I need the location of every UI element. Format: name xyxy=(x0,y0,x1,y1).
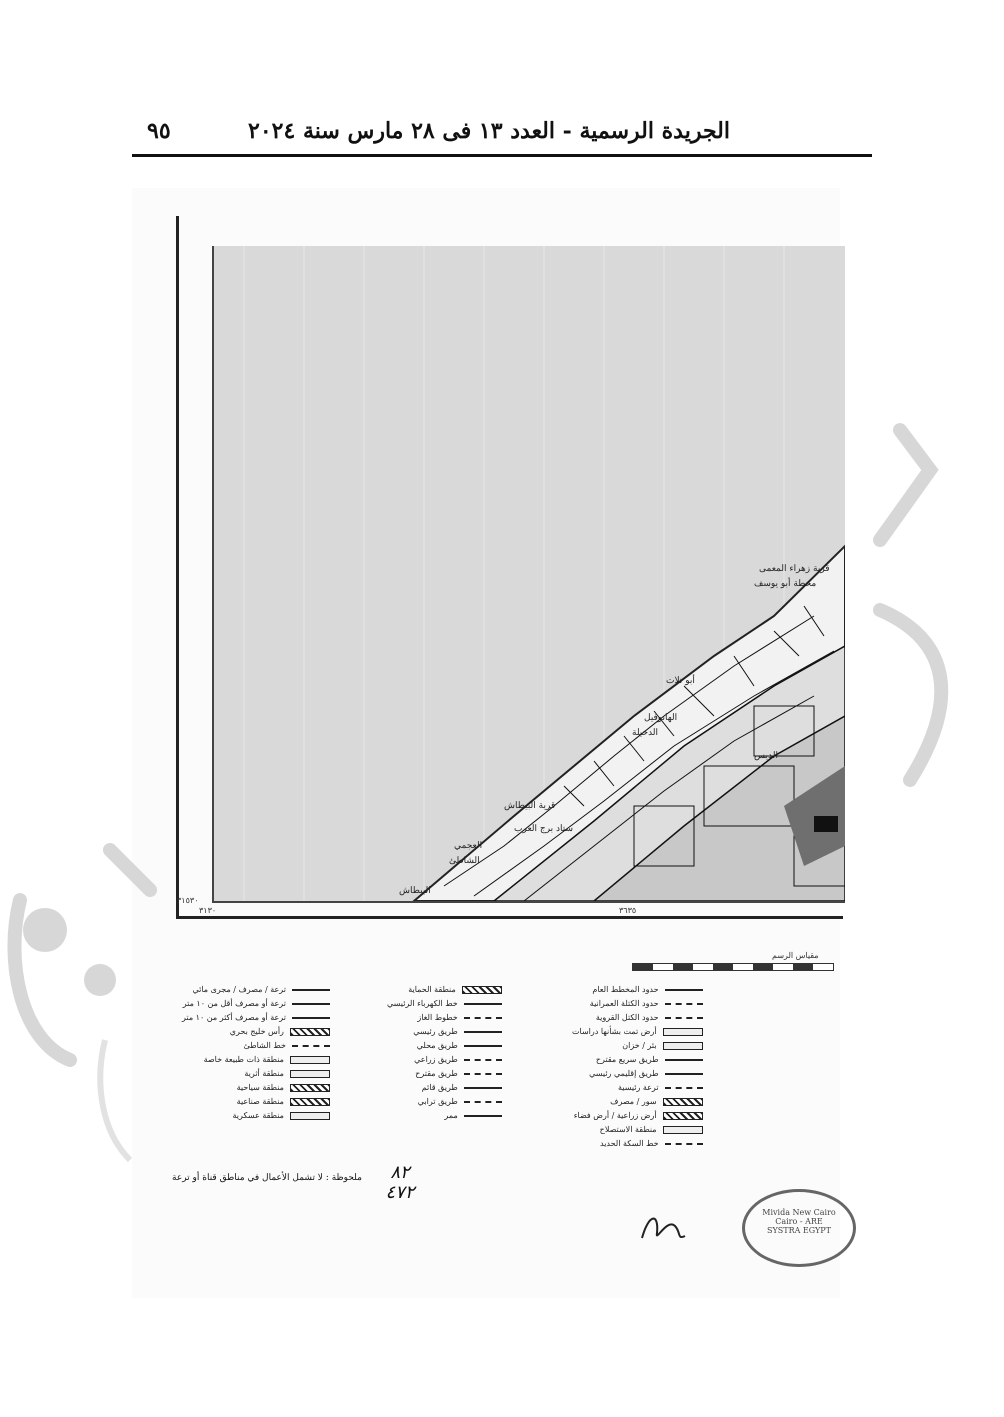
line-symbol xyxy=(464,1115,502,1117)
line-symbol xyxy=(292,989,330,991)
place-label: الشاطئ xyxy=(449,856,480,866)
legend-item: ممر xyxy=(387,1109,502,1123)
legend-item: أرض زراعية / أرض فضاء xyxy=(572,1109,703,1123)
box-symbol xyxy=(663,1126,703,1134)
hatch-symbol xyxy=(663,1112,703,1120)
place-label: قرية البيطاش xyxy=(504,801,556,811)
legend-item: ترعة أو مصرف أكثر من ١٠ متر xyxy=(182,1011,330,1025)
box-symbol xyxy=(663,1028,703,1036)
coordinate-tick: ٣١٥٣٠ xyxy=(177,896,199,905)
dashed-line-symbol xyxy=(464,1101,502,1103)
page-header xyxy=(132,108,872,158)
legend-column xyxy=(387,983,502,1123)
hatch-symbol xyxy=(462,986,502,994)
legend-item: منطقة سياحية xyxy=(182,1081,330,1095)
hatch-symbol xyxy=(290,1084,330,1092)
legend-item: رأس خليج بحري xyxy=(182,1025,330,1039)
place-label: العجمي xyxy=(454,841,483,851)
legend-item: طريق محلي xyxy=(387,1039,502,1053)
header-rule xyxy=(132,154,872,157)
legend-item: طريق زراعي xyxy=(387,1053,502,1067)
legend-item: منطقة الاستصلاح xyxy=(572,1123,703,1137)
scale-label: مقياس الرسم xyxy=(772,951,819,960)
legend-item: سور / مصرف xyxy=(572,1095,703,1109)
coordinate-tick: ٣٦٣٥ xyxy=(619,906,637,915)
line-symbol xyxy=(464,1031,502,1033)
map-area xyxy=(212,246,845,903)
legend-item: منطقة أثرية xyxy=(182,1067,330,1081)
legend-item: خط السكة الحديد xyxy=(572,1137,703,1151)
dashed-line-symbol xyxy=(665,1003,703,1005)
signature xyxy=(637,1208,687,1248)
legend-item: طريق مقترح xyxy=(387,1067,502,1081)
dashed-line-symbol xyxy=(665,1017,703,1019)
place-label: محطة أبو يوسف xyxy=(754,579,817,589)
legend-column xyxy=(182,983,330,1123)
place-label: الهانوفيل xyxy=(644,713,678,723)
page-number: ٩٥ xyxy=(147,118,171,144)
scale-bar xyxy=(632,963,834,971)
legend-item: منطقة ذات طبيعة خاصة xyxy=(182,1053,330,1067)
legend-note: ملحوظة : لا تشمل الأعمال في مناطق قناة أو ترعة xyxy=(172,1173,362,1183)
legend-item: أرض تمت بشأنها دراسات xyxy=(572,1025,703,1039)
legend-item: حدود الكتل القروية xyxy=(572,1011,703,1025)
legend-item: حدود المخطط العام xyxy=(572,983,703,997)
map-frame xyxy=(176,216,843,919)
legend-item: بئر / خزان xyxy=(572,1039,703,1053)
coordinate-tick: ٣١٣٠ xyxy=(199,906,217,915)
legend-item: طريق رئيسي xyxy=(387,1025,502,1039)
legend-item: طريق ترابي xyxy=(387,1095,502,1109)
place-label: الديس xyxy=(754,751,778,761)
box-symbol xyxy=(290,1070,330,1078)
legend-column xyxy=(572,983,703,1151)
map-legend xyxy=(132,923,840,1235)
place-label: ستاد برج العرب xyxy=(514,824,574,834)
legend-item: منطقة الحماية xyxy=(387,983,502,997)
box-symbol xyxy=(290,1056,330,1064)
box-symbol xyxy=(290,1112,330,1120)
legend-item: خط الكهرباء الرئيسي xyxy=(387,997,502,1011)
place-label: الدخيلة xyxy=(632,728,659,738)
dashed-line-symbol xyxy=(464,1073,502,1075)
legend-item: ترعة / مصرف / مجرى مائي xyxy=(182,983,330,997)
dashed-line-symbol xyxy=(665,1143,703,1145)
legend-item: طريق قائم xyxy=(387,1081,502,1095)
line-symbol xyxy=(464,1087,502,1089)
legend-item: خطوط الغاز xyxy=(387,1011,502,1025)
legend-item: منطقة عسكرية xyxy=(182,1109,330,1123)
place-label: قرية زهراء المعمى xyxy=(759,564,830,574)
hatch-symbol xyxy=(290,1028,330,1036)
legend-item: ترعة أو مصرف أقل من ١٠ متر xyxy=(182,997,330,1011)
page-title: الجريدة الرسمية - العدد ١٣ فى ٢٨ مارس سنة ٢٠٢٤ xyxy=(248,118,730,144)
hatch-symbol xyxy=(663,1098,703,1106)
company-stamp: Mivida New Cairo Cairo - ARE SYSTRA EGYPT xyxy=(742,1189,856,1267)
scanned-map-sheet xyxy=(132,188,840,1298)
handwritten-number: ٨٢ ٤٧٢ xyxy=(385,1162,415,1203)
box-symbol xyxy=(663,1042,703,1050)
legend-item: خط الشاطئ xyxy=(182,1039,330,1053)
dashed-line-symbol xyxy=(665,1087,703,1089)
line-symbol xyxy=(464,1003,502,1005)
place-label: البيطاش xyxy=(399,886,431,896)
dashed-line-symbol xyxy=(464,1059,502,1061)
dashed-line-symbol xyxy=(464,1017,502,1019)
place-label: أبو تلات xyxy=(666,676,695,686)
legend-item: منطقة صناعية xyxy=(182,1095,330,1109)
legend-item: حدود الكتلة العمرانية xyxy=(572,997,703,1011)
legend-item: ترعة رئيسية xyxy=(572,1081,703,1095)
line-symbol xyxy=(292,1003,330,1005)
dashed-line-symbol xyxy=(292,1045,330,1047)
line-symbol xyxy=(665,989,703,991)
hatch-symbol xyxy=(290,1098,330,1106)
line-symbol xyxy=(292,1017,330,1019)
line-symbol xyxy=(665,1073,703,1075)
legend-item: طريق إقليمي رئيسي xyxy=(572,1067,703,1081)
legend-item: طريق سريع مقترح xyxy=(572,1053,703,1067)
line-symbol xyxy=(464,1045,502,1047)
line-symbol xyxy=(665,1059,703,1061)
